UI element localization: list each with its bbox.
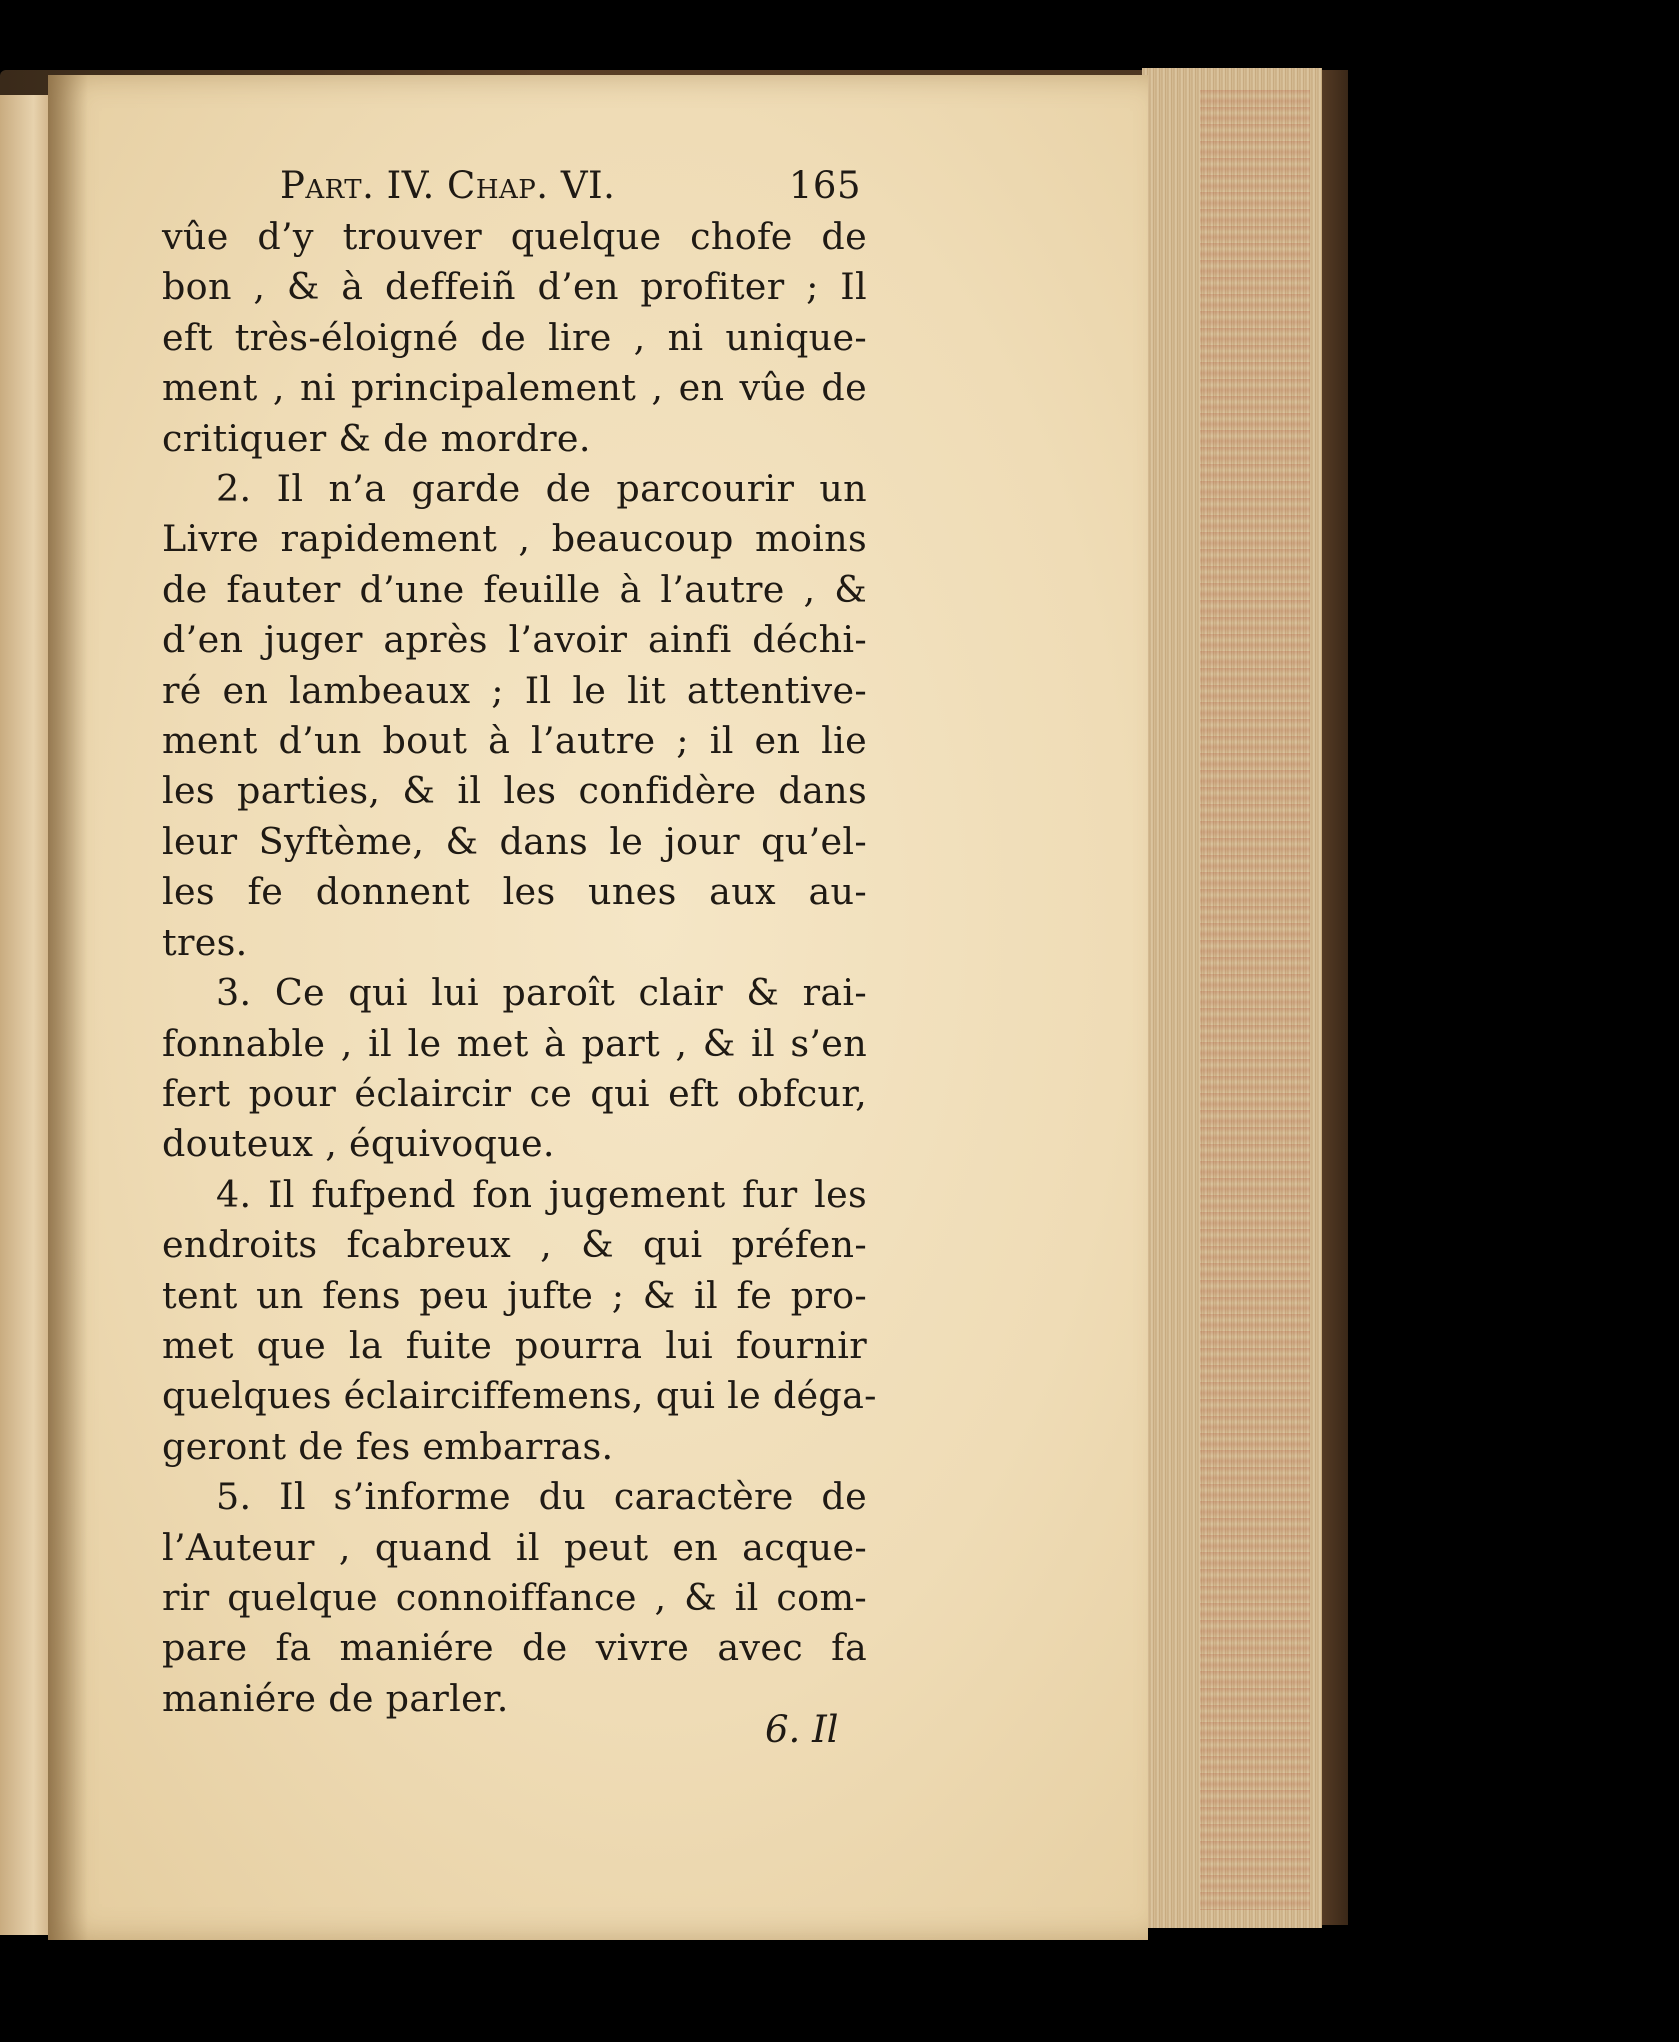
text-line: ment d’un bout à l’autre ; il en lie	[162, 719, 867, 763]
text-line: fert pour éclaircir ce qui eft obfcur,	[162, 1071, 867, 1115]
text-line: endroits fcabreux , & qui préfen-	[162, 1223, 867, 1267]
text-line: douteux , équivoque.	[162, 1122, 555, 1166]
text-line: de fauter d’une feuille à l’autre , &	[162, 567, 867, 611]
page-gutter-shadow	[48, 75, 88, 1940]
text-line: tent un fens peu jufte ; & il fe pro-	[162, 1273, 867, 1317]
text-line: pare fa maniére de vivre avec fa	[162, 1626, 867, 1670]
text-line: 3. Ce qui lui paroît clair & rai-	[216, 971, 867, 1015]
text-line: quelques éclairciffemens, qui le déga-	[162, 1374, 877, 1418]
text-line: ré en lambeaux ; Il le lit attentive-	[162, 668, 867, 712]
running-head	[162, 160, 867, 212]
text-line: rir quelque connoiffance , & il com-	[162, 1575, 867, 1619]
text-line: eft très-éloigné de lire , ni unique-	[162, 315, 867, 359]
red-speckled-edge	[1200, 90, 1310, 1910]
text-line: les fe donnent les unes aux au-	[162, 870, 867, 914]
catchword: 6. Il	[765, 1708, 839, 1751]
text-line: leur Syftème, & dans le jour qu’el-	[162, 819, 867, 863]
text-line: vûe d’y trouver quelque chofe de	[162, 215, 867, 258]
text-line: d’en juger après l’avoir ainfi déchi-	[162, 618, 867, 662]
text-line: les parties, & il les confidère dans	[162, 769, 867, 813]
previous-page-edge	[0, 95, 48, 1935]
text-line: geront de fes embarras.	[162, 1424, 614, 1468]
text-line: 2. Il n’a garde de parcourir un	[216, 467, 867, 511]
text-line: l’Auteur , quand il peut en acque-	[162, 1525, 867, 1569]
body-text	[162, 212, 877, 1724]
text-line: critiquer & de mordre.	[162, 416, 591, 460]
text-line: Livre rapidement , beaucoup moins	[162, 517, 867, 561]
text-line: 4. Il fufpend fon jugement fur les	[216, 1172, 867, 1216]
page-number: 165	[788, 164, 861, 207]
text-line: met que la fuite pourra lui fournir	[162, 1323, 867, 1367]
text-line: tres.	[162, 920, 248, 964]
text-line: bon , & à deffeiñ d’en profiter ; Il	[162, 265, 867, 309]
text-line: fonnable , il le met à part , & il s’en	[162, 1021, 867, 1065]
text-line: ment , ni principalement , en vûe de	[162, 366, 867, 410]
running-head-title: Part. IV. Chap. VI.	[280, 164, 616, 207]
page-text-block	[162, 160, 877, 1724]
text-line: 5. Il s’informe du caractère de	[216, 1475, 867, 1519]
text-line: maniére de parler.	[162, 1676, 509, 1720]
